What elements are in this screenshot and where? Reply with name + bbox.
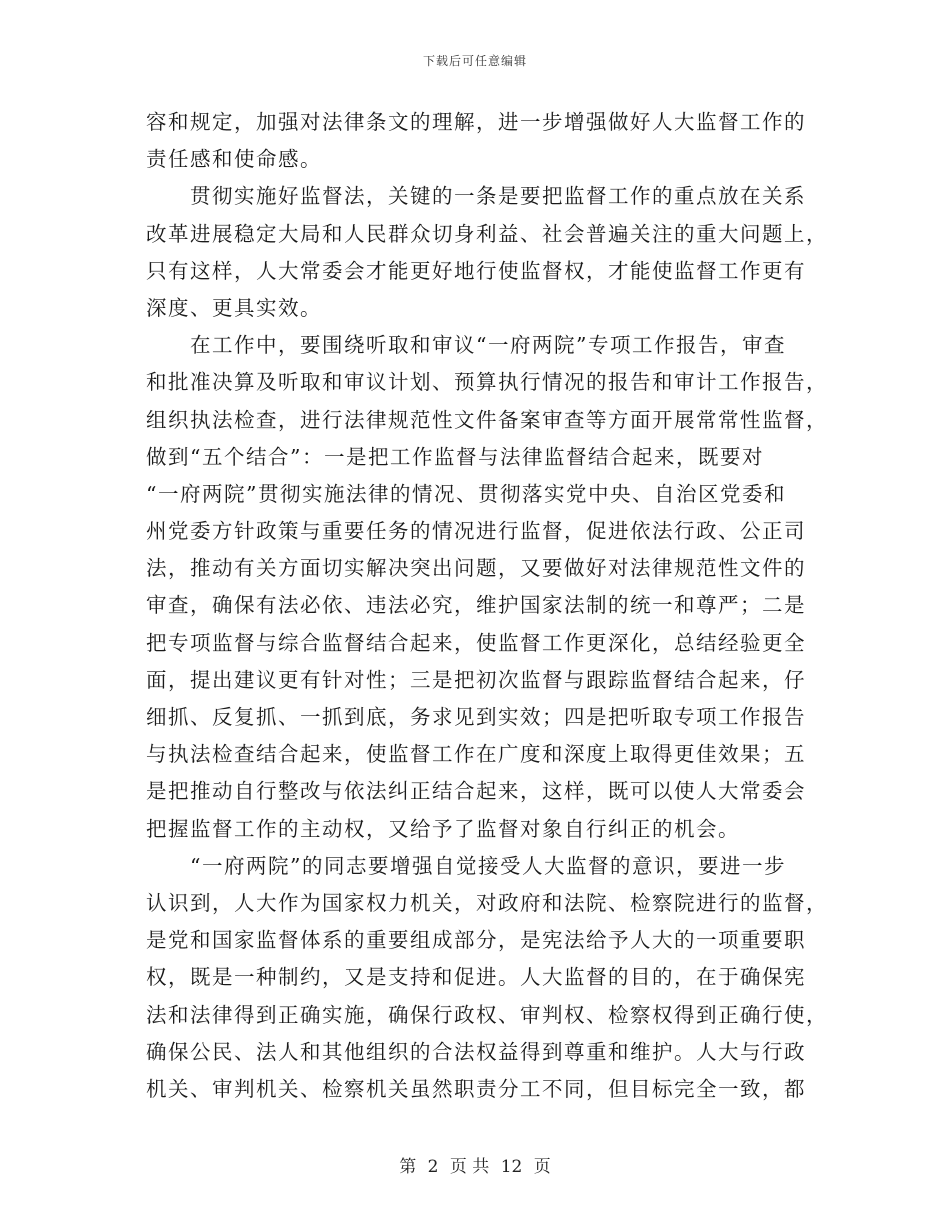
footer-mid: 页 共: [449, 1157, 490, 1177]
text-line: 贯彻实施好监督法，关键的一条是要把监督工作的重点放在关系: [146, 184, 806, 209]
footer-prefix: 第: [399, 1157, 417, 1177]
current-page-number: 2: [427, 1157, 439, 1177]
text-line: 只有这样，人大常委会才能更好地行使监督权，才能使监督工作更有: [146, 258, 806, 283]
text-line: 和批准决算及听取和审议计划、预算执行情况的报告和审计工作报告，: [146, 370, 828, 395]
text-line: 是党和国家监督体系的重要组成部分，是宪法给予人大的一项重要职: [146, 928, 806, 953]
text-line: 容和规定，加强对法律条文的理解，进一步增强做好人大监督工作的: [146, 110, 806, 134]
text-line: 与执法检查结合起来，使监督工作在广度和深度上取得更佳效果；五: [146, 742, 806, 767]
text-line: 权，既是一种制约，又是支持和促进。人大监督的目的，在于确保宪: [146, 965, 806, 990]
text-line: 面，提出建议更有针对性；三是把初次监督与跟踪监督结合起来，仔: [146, 667, 806, 692]
text-line: 法，推动有关方面切实解决突出问题，又要做好对法律规范性文件的: [146, 556, 806, 581]
text-line: “一府两院”的同志要增强自觉接受人大监督的意识，要进一步: [146, 853, 786, 878]
page-header: 下载后可任意编辑: [422, 54, 527, 68]
total-page-count: 12: [500, 1157, 523, 1177]
text-line: 机关、审判机关、检察机关虽然职责分工不同，但目标完全一致，都: [146, 1076, 806, 1101]
text-line: 确保公民、法人和其他组织的合法权益得到尊重和维护。人大与行政: [146, 1039, 806, 1064]
text-line: 做到“五个结合”：一是把工作监督与法律监督结合起来，既要对: [146, 444, 764, 469]
text-line: 审查，确保有法必依、违法必究，维护国家法制的统一和尊严；二是: [146, 593, 806, 618]
text-line: 改革进展稳定大局和人民群众切身利益、社会普遍关注的重大问题上，: [146, 221, 828, 246]
text-line: “一府两院”贯彻实施法律的情况、贯彻落实党中央、自治区党委和: [146, 481, 786, 506]
footer-suffix: 页: [533, 1157, 551, 1177]
text-line: 法和法律得到正确实施，确保行政权、审判权、检察权得到正确行使，: [146, 1002, 828, 1027]
text-line: 是把推动自行整改与依法纠正结合起来，这样，既可以使人大常委会: [146, 779, 806, 804]
text-line: 深度、更具实效。: [146, 295, 322, 320]
text-line: 责任感和使命感。: [146, 147, 322, 172]
text-line: 组织执法检查，进行法律规范性文件备案审查等方面开展常常性监督，: [146, 407, 828, 432]
page-footer: [0, 1152, 950, 1177]
text-line: 细抓、反复抓、一抓到底，务求见到实效；四是把听取专项工作报告: [146, 705, 806, 729]
text-line: 认识到，人大作为国家权力机关，对政府和法院、检察院进行的监督，: [146, 890, 828, 915]
text-line: 把握监督工作的主动权，又给予了监督对象自行纠正的机会。: [146, 816, 740, 841]
text-line: 在工作中，要围绕听取和审议“一府两院”专项工作报告，审查: [146, 333, 786, 358]
text-line: 州党委方针政策与重要任务的情况进行监督，促进依法行政、公正司: [146, 519, 806, 544]
text-line: 把专项监督与综合监督结合起来，使监督工作更深化，总结经验更全: [146, 630, 806, 655]
body-text: [146, 104, 828, 1108]
